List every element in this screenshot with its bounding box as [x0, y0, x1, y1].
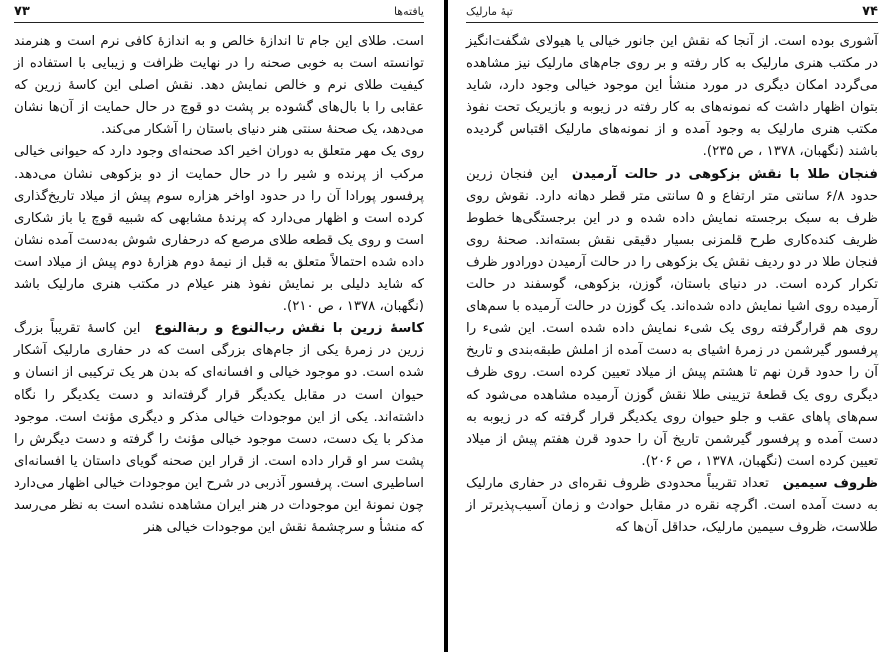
left-page: [0, 0, 444, 652]
paragraph-text: آشوری بوده است. از آنجا که نقش این جانور خیالی یا هیولای شگفت‌انگیز در مکتب هنری مارلیک به کار رفته و بر روی جام‌های مارلیک نیز مشاهده می‌گردد امکان دیگری در مورد منشأ این موجود خیالی وجود دارد، شاید بتوان اظهار داشت که نمونه‌های به کار رفته در زیوبه و بازیریک تحت نفوذ مکتب هنری مارلیک به وجود آمده و از نمونه‌های مارلیک اقتباس گردیده باشند (نگهبان، ۱۳۷۸ ، ص ۲۳۵).: [466, 34, 878, 160]
section-heading: ظروف سیمین: [782, 475, 878, 491]
paragraph-text: این کاسهٔ تقریباً بزرگ زرین در زمرهٔ یکی از جام‌های بزرگی است که در حفاری مارلیک آشکار شده است. دو موجود خیالی و افسانه‌ای که بدن هر یک ترکیبی از انسان و حیوان است در مقابل یکدیگر قرار گرفته‌اند و دست یکدیگر را نگاه داشته‌اند. یکی از این موجودات خیالی مذکر و دیگری مؤنث است. موجود مذکر با یک دست، دست موجود خیالی مؤنث را گرفته و دست دیگرش را پشت سر او قرار داده است. از قرار این صحنه گویای داستان یا افسانه‌ای اساطیری است. پرفسور آذربی در شرح این موجودات خیالی اظهار می‌دارد چون نمونهٔ این موجودات در هنر ایران مشاهده نشده است به نظر می‌رسد که منشأ و سرچشمهٔ نقش این موجودات خیالی هنر: [14, 321, 424, 536]
left-running-title: یافته‌ها: [393, 4, 424, 18]
right-page: [448, 0, 890, 652]
paragraph-text: روی یک مهر متعلق به دوران اخیر اکد صحنه‌ای وجود دارد که حیوانی خیالی مرکب از پرنده و شیر را در حال حمایت از دو بزکوهی نشان می‌دهد. پرفسور پورادا آن را در حدود اواخر هزاره سوم پیش از میلاد تاریخ‌گذاری کرده است و اظهار می‌دارد که پرندهٔ مشابهی که شبیه قوچ یا باز شکاری است و روی یک قطعه طلای مرصع که درحفاری شوش به‌دست آمده نشان داده شده احتمالاً متعلق به قبل از نیمهٔ دوم هزارهٔ دوم پیش از میلاد است که شاید دلیلی بر نمایش نفوذ هنر عیلام در مکتب هنری مارلیک باشد (نگهبان، ۱۳۷۸ ، ص ۲۱۰).: [14, 144, 424, 315]
right-page-header: [466, 0, 878, 23]
left-page-number: ۷۳: [14, 3, 30, 19]
right-paragraph-2: [466, 164, 878, 473]
right-paragraph-3: [466, 473, 878, 539]
left-page-header: [14, 0, 424, 23]
right-paragraph-1: [466, 31, 878, 164]
section-heading: فنجان طلا با نقش بزکوهی در حالت آرمیدن: [571, 166, 879, 182]
paragraph-text: این فنجان زرین حدود ۶/۸ سانتی متر ارتفاع و ۵ سانتی متر قطر دهانه دارد. نقوش روی ظرف به سبک برجسته نمایش داده شده و در این برجستگی‌ها خطوط ظریف کنده‌کاری طرح قلمزنی بسیار دقیقی نقش بسته‌اند. صحنهٔ روی فنجان طلا در دو ردیف نقش یک بزکوهی را در حالت آرمیدن دورادور ظرف تکرار کرده است. در دنیای باستان، گوزن، بزکوهی، گوسفند در حالت آرمیده روی اشیا نمایش داده شده‌اند. یک گوزن در حالت آرمیده با سم‌های روی هم قرارگرفته روی یک شیء نمایش داده شده است. این شیء را پرفسور گیرشمن در زمرهٔ اشیای به دست آمده از املش طبقه‌بندی و تاریخ آن را حدود قرن نهم تا هشتم پیش از میلاد تعیین کرده است. روی ظرف دیگری روی یک قطعهٔ تزیینی طلا نقش گوزن آرمیده مشاهده می‌شود که سم‌های پاهای عقب و جلو حیوان روی یکدیگر قرار گرفته که در زیوبه به دست آمده و پرفسور گیرشمن تاریخ آن را حدود قرن هفتم پیش از میلاد تعیین کرده است (نگهبان، ۱۳۷۸ ، ص ۲۰۶).: [466, 166, 878, 469]
left-paragraph-1: [14, 31, 424, 141]
left-paragraph-2: [14, 141, 424, 318]
right-page-number: ۷۴: [862, 3, 878, 19]
section-heading: کاسهٔ زرین با نقش رب‌النوع و ربةالنوع: [154, 321, 424, 337]
right-running-title: تپهٔ مارلیک: [466, 4, 513, 18]
paragraph-text: است. طلای این جام تا اندازهٔ خالص و به اندازهٔ کافی نرم است و هنرمند توانسته است به خوبی صحنه را در نهایت ظرافت و زیبایی با استفاده از کیفیت طلای نرم و خالص نمایش دهد. نقش اصلی این کاسهٔ زرین که عقابی را با بال‌های گشوده بر پشت دو قوچ در حال حمایت از آن‌ها نشان می‌دهد، یک صحنهٔ سنتی هنر دنیای باستان را آشکار می‌کند.: [14, 34, 424, 138]
left-paragraph-3: [14, 318, 424, 539]
paragraph-text: تعداد تقریباً محدودی ظروف نقره‌ای در حفاری مارلیک به دست آمده است. اگرچه نقره در مقابل حوادث و زمان آسیب‌پذیرتر از طلاست، ظروف سیمین مارلیک، حداقل آن‌ها که: [466, 475, 878, 536]
